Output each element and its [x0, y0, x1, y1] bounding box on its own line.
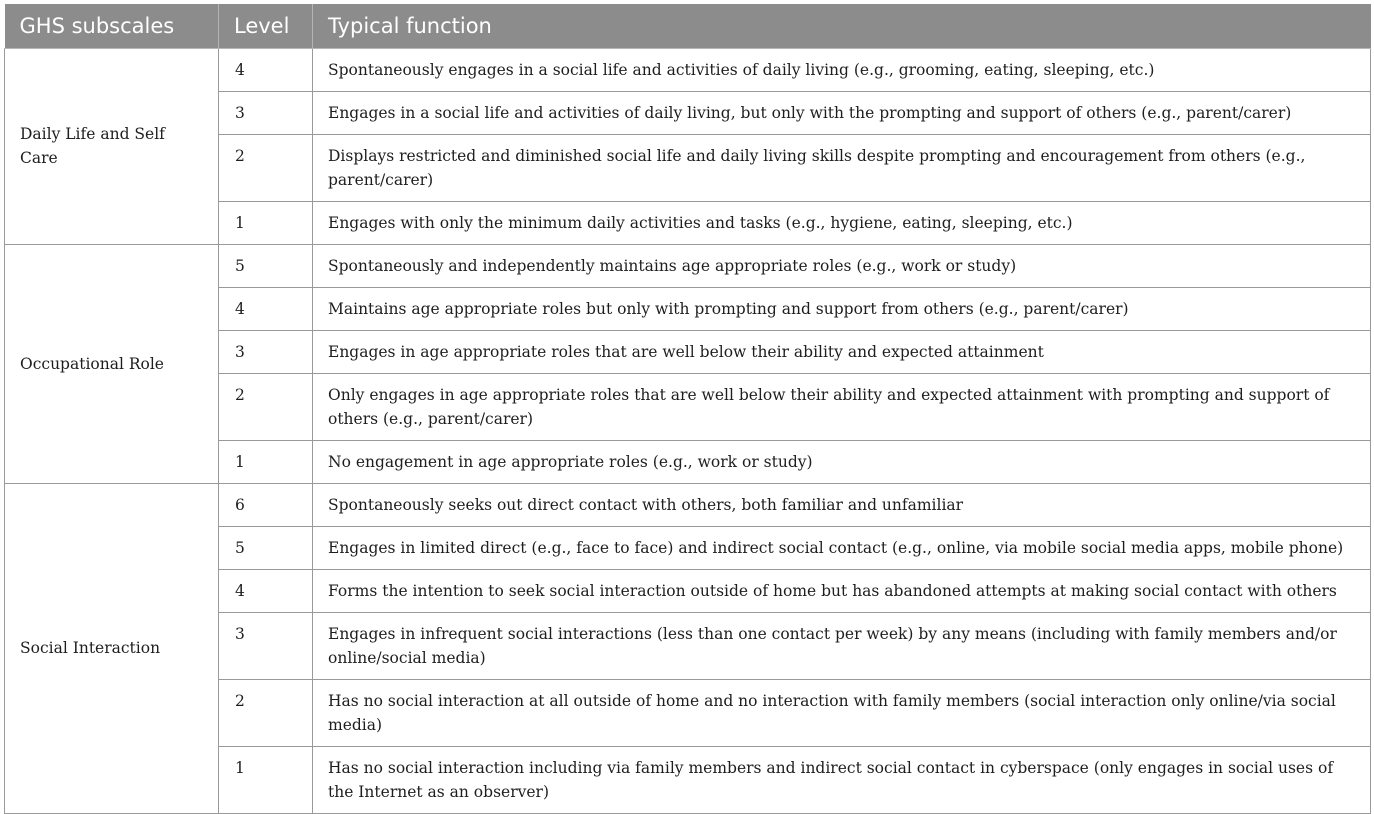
function-cell: Has no social interaction including via family members and indirect social contact in cyberspace (only engages in social uses of the Internet as an observer)	[313, 746, 1371, 813]
level-cell: 1	[219, 746, 313, 813]
function-cell: Engages with only the minimum daily activities and tasks (e.g., hygiene, eating, sleeping, etc.)	[313, 201, 1371, 244]
function-cell: Engages in limited direct (e.g., face to face) and indirect social contact (e.g., online, via mobile social media apps, mobile phone)	[313, 526, 1371, 569]
header-row	[5, 4, 1371, 48]
function-cell: Engages in age appropriate roles that are well below their ability and expected attainment	[313, 330, 1371, 373]
table-row	[5, 48, 1371, 91]
level-cell: 2	[219, 134, 313, 201]
function-cell: Spontaneously and independently maintains age appropriate roles (e.g., work or study)	[313, 244, 1371, 287]
function-cell: Only engages in age appropriate roles that are well below their ability and expected attainment with prompting and support of others (e.g., parent/carer)	[313, 373, 1371, 440]
level-cell: 4	[219, 569, 313, 612]
table-header	[5, 4, 1371, 48]
subscale-daily-life-self-care: Daily Life and Self Care	[5, 48, 219, 244]
table-row	[5, 483, 1371, 526]
header-ghs-subscales: GHS subscales	[5, 4, 219, 48]
function-cell: No engagement in age appropriate roles (e.g., work or study)	[313, 440, 1371, 483]
level-cell: 3	[219, 612, 313, 679]
level-cell: 3	[219, 330, 313, 373]
level-cell: 1	[219, 440, 313, 483]
level-cell: 2	[219, 373, 313, 440]
level-cell: 4	[219, 48, 313, 91]
level-cell: 5	[219, 244, 313, 287]
function-cell: Engages in infrequent social interactions (less than one contact per week) by any means (including with family members and/or online/social media)	[313, 612, 1371, 679]
function-cell: Engages in a social life and activities of daily living, but only with the prompting and support of others (e.g., parent/carer)	[313, 91, 1371, 134]
table-body	[5, 48, 1371, 813]
header-typical-function: Typical function	[313, 4, 1371, 48]
level-cell: 6	[219, 483, 313, 526]
function-cell: Maintains age appropriate roles but only with prompting and support from others (e.g., parent/carer)	[313, 287, 1371, 330]
table-row	[5, 244, 1371, 287]
level-cell: 3	[219, 91, 313, 134]
function-cell: Has no social interaction at all outside of home and no interaction with family members (social interaction only online/via social media)	[313, 679, 1371, 746]
level-cell: 2	[219, 679, 313, 746]
function-cell: Spontaneously seeks out direct contact with others, both familiar and unfamiliar	[313, 483, 1371, 526]
level-cell: 4	[219, 287, 313, 330]
function-cell: Displays restricted and diminished social life and daily living skills despite prompting and encouragement from others (e.g., parent/carer)	[313, 134, 1371, 201]
subscale-social-interaction: Social Interaction	[5, 483, 219, 813]
level-cell: 1	[219, 201, 313, 244]
header-level: Level	[219, 4, 313, 48]
function-cell: Forms the intention to seek social interaction outside of home but has abandoned attempts at making social contact with others	[313, 569, 1371, 612]
function-cell: Spontaneously engages in a social life and activities of daily living (e.g., grooming, eating, sleeping, etc.)	[313, 48, 1371, 91]
subscale-occupational-role: Occupational Role	[5, 244, 219, 483]
level-cell: 5	[219, 526, 313, 569]
ghs-table	[4, 4, 1371, 814]
